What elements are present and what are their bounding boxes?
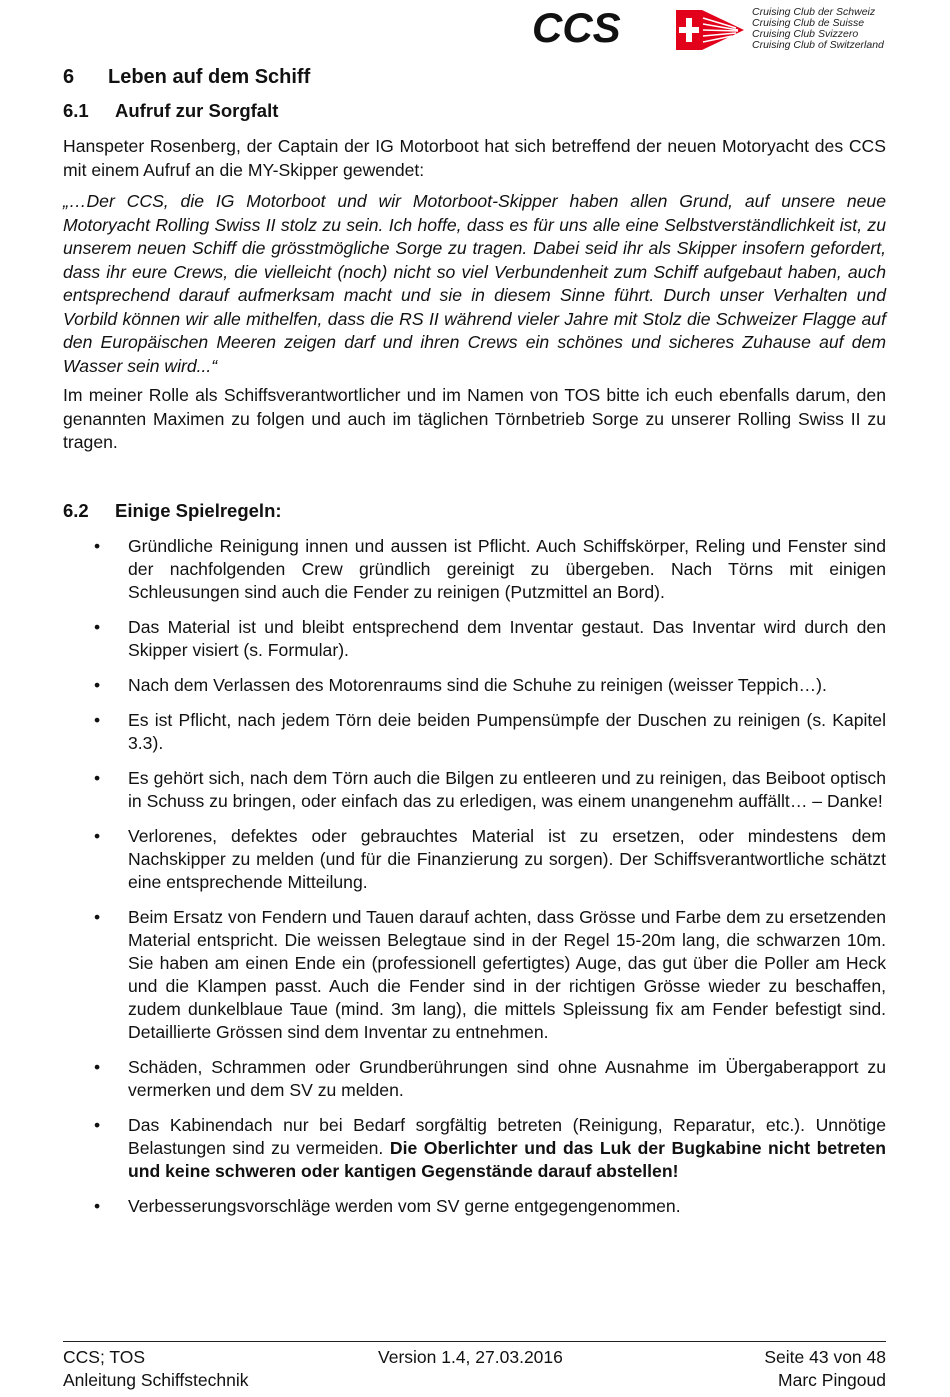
bullet-icon: • xyxy=(94,907,101,927)
ccs-logo xyxy=(532,5,892,53)
subsection-number: 6.1 xyxy=(63,100,89,121)
footer-page-number: Seite 43 von 48 xyxy=(764,1347,886,1367)
club-name-en: Cruising Club of Switzerland xyxy=(752,39,884,51)
bullet-icon: • xyxy=(94,710,101,730)
list-item xyxy=(63,616,886,662)
bullet-icon: • xyxy=(94,826,101,846)
list-item xyxy=(63,709,886,755)
closing-paragraph: Im meiner Rolle als Schiffsverantwortlicher und im Namen von TOS bitte ich euch ebenfalls darum, den genannten Maximen zu folgen und auch im täglichen Törnbetrieb Sorge zu unserer Rolling Swiss II zu tragen. xyxy=(63,385,886,452)
bullet-icon: • xyxy=(94,1057,101,1077)
quote-paragraph: „…Der CCS, die IG Motorboot und wir Motorboot-Skipper haben allen Grund, auf unsere neue Motoryacht Rolling Swiss II stolz zu sein. Ich hoffe, dass es für uns alle eine Selbstverständlichkeit ist, zu unserem neuen Schiff die grösstmögliche Sorge zu tragen. Dabei seid ihr als Skipper insofern gefordert, dass ihr eure Crews, die vielleicht (noch) nicht so viel Verbundenheit zum Schiff aufgebaut haben, auch entsprechend darauf aufmerksam macht und sie in diesem Sinne führt. Durch unser Verhalten und Vorbild können wir alle mithelfen, dass die RS II während vieler Jahre mit Stolz die Schweizer Flagge auf den Europäischen Meeren zeigen darf und ihren Crews ein schönes und sicheres Zuhause auf dem Wasser sein wird...“ xyxy=(63,191,886,376)
footer-org: CCS; TOS xyxy=(63,1347,146,1367)
club-names xyxy=(752,7,884,51)
list-item-bold-text: Die Oberlichter und das Luk der Bugkabine nicht betreten und keine schweren oder kantigen Gegenstände darauf abstellen! xyxy=(128,1138,887,1181)
list-item-text: Schäden, Schrammen oder Grundberührungen sind ohne Ausnahme im Übergaberapport zu vermerken und dem SV zu melden. xyxy=(128,1057,886,1100)
bullet-icon: • xyxy=(94,1115,101,1135)
footer-author: Marc Pingoud xyxy=(778,1370,886,1390)
list-item xyxy=(63,1056,886,1102)
list-item-text: Es ist Pflicht, nach jedem Törn deie beiden Pumpensümpfe der Duschen zu reinigen (s. Kapitel 3.3). xyxy=(128,710,886,753)
list-item xyxy=(63,1195,886,1218)
bullet-icon: • xyxy=(94,768,101,788)
footer-right xyxy=(764,1346,886,1392)
rules-list xyxy=(63,535,886,1218)
subsection-title: Aufruf zur Sorgfalt xyxy=(115,100,279,121)
section-number: 6 xyxy=(63,66,75,88)
subsection-heading-6-2 xyxy=(63,500,282,522)
section-heading xyxy=(63,66,310,89)
intro-paragraph: Hanspeter Rosenberg, der Captain der IG Motorboot hat sich betreffend der neuen Motoryacht des CCS mit einem Aufruf an die MY-Skipper gewendet: xyxy=(63,136,886,180)
list-item-text: Es gehört sich, nach dem Törn auch die Bilgen zu entleeren und zu reinigen, das Beiboot optisch in Schuss zu bringen, oder einfach das zu erledigen, was einem unangenehm auffällt… – Danke! xyxy=(128,768,886,811)
list-item-text: Verbesserungsvorschläge werden vom SV gerne entgegengenommen. xyxy=(128,1196,681,1216)
subsection-heading-6-1 xyxy=(63,100,278,122)
list-item-text: Das Material ist und bleibt entsprechend dem Inventar gestaut. Das Inventar wird durch den Skipper visiert (s. Formular). xyxy=(128,617,886,660)
list-item-text: Beim Ersatz von Fendern und Tauen darauf achten, dass Grösse und Farbe dem zu ersetzenden Material entspricht. Die weissen Belegtaue sind in der Regel 15-20m lang, die schwarzen 10m. Sie haben am einen Ende ein (professionell gefertigtes) Auge, das gut über die Poller am Heck und die Klampen passt. Auch die Fender sind in der richtigen Grösse wieder zu beschaffen, zudem dunkelblaue Taue (mind. 3m lang), die mittels Spleissung fix am Fender befestigt sind. Detaillierte Grössen sind dem Inventar zu entnehmen. xyxy=(128,907,886,1042)
list-item-text: Nach dem Verlassen des Motorenraums sind die Schuhe zu reinigen (weisser Teppich…). xyxy=(128,675,827,695)
list-item-text: Das Kabinendach nur bei Bedarf sorgfältig betreten (Reinigung, Reparatur, etc.). Unnötige Belastungen sind zu vermeiden. xyxy=(128,1115,886,1158)
logo-text: CCS xyxy=(532,4,621,51)
footer-divider xyxy=(63,1341,886,1342)
club-name-fr: Cruising Club de Suisse xyxy=(752,17,865,29)
bullet-icon: • xyxy=(94,675,101,695)
swiss-burgee-icon xyxy=(676,10,744,50)
subsection-title: Einige Spielregeln: xyxy=(115,500,282,521)
subsection-number: 6.2 xyxy=(63,500,89,521)
list-item xyxy=(63,906,886,1044)
list-item xyxy=(63,674,886,697)
footer-version: Version 1.4, 27.03.2016 xyxy=(378,1347,563,1367)
list-item xyxy=(63,535,886,604)
bullet-icon: • xyxy=(94,617,101,637)
list-item-text: Gründliche Reinigung innen und aussen ist Pflicht. Auch Schiffskörper, Reling und Fenster sind der nachfolgenden Crew gründlich gereinigt zu übergeben. Nach Törns mit einigen Schleusungen sind auch die Fender zu reinigen (Putzmittel an Bord). xyxy=(128,536,886,602)
list-item-text: Verlorenes, defektes oder gebrauchtes Material ist zu ersetzen, oder mindestens dem Nachskipper zu melden (und für die Finanzierung zu sorgen). Der Schiffsverantwortliche schätzt eine entsprechende Mitteilung. xyxy=(128,826,886,892)
bullet-icon: • xyxy=(94,1196,101,1216)
footer-left xyxy=(63,1346,249,1392)
section-title: Leben auf dem Schiff xyxy=(108,66,311,88)
list-item xyxy=(63,825,886,894)
list-item xyxy=(63,1114,886,1183)
club-name-de: Cruising Club der Schweiz xyxy=(752,6,876,18)
list-item xyxy=(63,767,886,813)
bullet-icon: • xyxy=(94,536,101,556)
club-name-it: Cruising Club Svizzero xyxy=(752,28,859,40)
footer-doc-title: Anleitung Schiffstechnik xyxy=(63,1370,249,1390)
